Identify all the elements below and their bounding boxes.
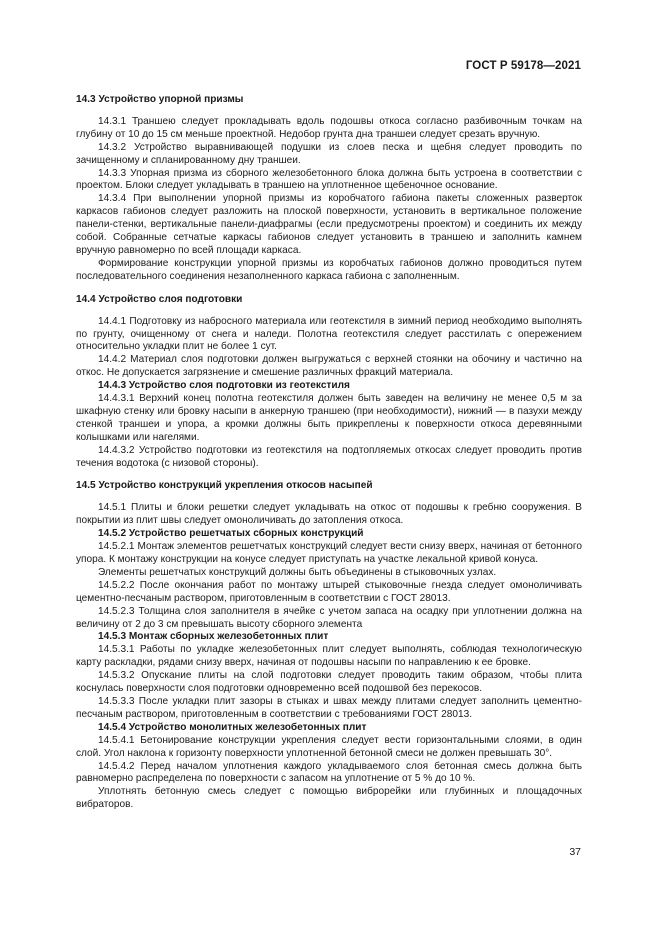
document-body (76, 94, 582, 812)
paragraph-14-5-2-1: 14.5.2.1 Монтаж элементов решетчатых конструкций следует вести снизу вверх, начиная от бетонного упора. К монтажу конструкции на конусе следует приступать на участке лекальной кривой конуса. (76, 541, 582, 565)
paragraph-14-5-3-2: 14.5.3.2 Опускание плиты на слой подготовки следует проводить таким образом, чтобы плита коснулась поверхности слоя подготовки одновременно всей подошвой без перекосов. (76, 670, 582, 695)
paragraph-14-4-1: 14.4.1 Подготовку из набросного материала или геотекстиля в зимний период необходимо выполнять по грунту, очищенному от снега и наледи. Полотна геотекстиля следует расстилать с опережением относительно укладки плит не более 1 сут. (76, 315, 582, 353)
paragraph-14-4-3-2: 14.4.3.2 Устройство подготовки из геотекстиля на подтопляемых откосах следует проводить против течения водотока (с низовой стороны). (76, 444, 582, 469)
paragraph-14-5-3-1: 14.5.3.1 Работы по укладке железобетонных плит следует выполнять, соблюдая технологическую карту раскладки, рядами снизу вверх, начиная от подошвы насыпи по направлению к ее бровке. (76, 644, 582, 669)
paragraph-14-5-4-2: 14.5.4.2 Перед началом уплотнения каждого укладываемого слоя бетонная смесь должна быть равномерно распределена по поверхности с запасом на уплотнение от 5 % до 10 %. (76, 760, 582, 785)
paragraph-14-5-2-1-cont: Элементы решетчатых конструкций должны быть объединены в стыковочных узлах. (98, 566, 497, 578)
paragraph-14-3-2: 14.3.2 Устройство выравнивающей подушки из слоев песка и щебня следует проводить по зачищенному и спланированному дну траншеи. (76, 141, 582, 166)
subsection-title-14-4-3: 14.4.3 Устройство слоя подготовки из геотекстиля (98, 380, 350, 392)
subsection-title-14-5-3: 14.5.3 Монтаж сборных железобетонных плит (98, 631, 329, 643)
paragraph-14-4-3-1: 14.4.3.1 Верхний конец полотна геотекстиля должен быть заведен на величину не менее 0,5 м за шкафную стенку или бровку насыпи в анкерную траншею (при необходимости), нижний — в пазухи между стенкой траншеи и упора, а кромки должны быть прикреплены к поверхности откоса деревянными колышками или нагелями. (76, 393, 582, 443)
paragraph-14-3-1: 14.3.1 Траншею следует прокладывать вдоль подошвы откоса согласно разбивочным точкам на глубину от 10 до 15 см меньше проектной. Недобор грунта дна траншеи следует срезать вручную. (76, 115, 582, 140)
subsection-title-14-5-4: 14.5.4 Устройство монолитных железобетонных плит (98, 721, 367, 733)
page-number: 37 (569, 846, 581, 858)
paragraph-14-5-4-3: Уплотнять бетонную смесь следует с помощью виброрейки или глубинных и площадочных вибраторов. (76, 786, 582, 811)
subsection-title-14-5-2: 14.5.2 Устройство решетчатых сборных конструкций (98, 528, 364, 540)
paragraph-14-5-2-2: 14.5.2.2 После окончания работ по монтажу штырей стыковочные гнезда следует омоноличивать цементно-песчаным раствором, приготовленным в соответствии с ГОСТ 28013. (76, 579, 582, 604)
paragraph-14-5-3-3: 14.5.3.3 После укладки плит зазоры в стыках и швах между плитами следует заполнить цементно-песчаным раствором, приготовленным в соответствии с требованиями ГОСТ 28013. (76, 695, 582, 720)
paragraph-14-5-4-1: 14.5.4.1 Бетонирование конструкции укрепления следует вести горизонтальными слоями, в один слой. Угол наклона к горизонту поверхности уплотненной бетонной смеси не должен превышать 30°. (76, 734, 582, 759)
paragraph-14-3-4-cont: Формирование конструкции упорной призмы из коробчатых габионов должно проводиться путем последовательного соединения незаполненного каркаса габиона с заполненным. (76, 257, 582, 282)
paragraph-14-3-3: 14.3.3 Упорная призма из сборного железобетонного блока должна быть устроена в соответствии с проектом. Блоки следует укладывать в траншею на уплотненное щебеночное основание. (76, 167, 582, 192)
paragraph-14-3-4: 14.3.4 При выполнении упорной призмы из коробчатого габиона пакеты сложенных разверток каркасов габионов следует разложить на плоской поверхности, установить в вертикальное положение панели-стенки, вертикальные панели-диафрагмы (если предусмотрены проектом) и соединить их между собой. Собранные сетчатые каркасы габионов следует установить в траншею и заполнить камнем вручную равномерно по всей площади каркаса. (76, 193, 582, 256)
section-title-14-4: 14.4 Устройство слоя подготовки (76, 293, 243, 305)
paragraph-14-4-2: 14.4.2 Материал слоя подготовки должен выгружаться с верхней стоянки на обочину и частично на откос. Не допускается загрязнение и смешение различных фракций материала. (76, 354, 582, 379)
document-id-header: ГОСТ Р 59178—2021 (465, 60, 581, 72)
section-title-14-3: 14.3 Устройство упорной призмы (76, 94, 244, 105)
paragraph-14-5-1: 14.5.1 Плиты и блоки решетки следует укладывать на откос от подошвы к гребню сооружения. В покрытии из плит швы следует омоноличивать до затопления откоса. (76, 502, 582, 527)
paragraph-14-5-2-3: 14.5.2.3 Толщина слоя заполнителя в ячейке с учетом запаса на осадку при уплотнении должна на величину от 2 до 3 см превышать высоту сборного элемента (76, 605, 582, 630)
section-title-14-5: 14.5 Устройство конструкций укрепления откосов насыпей (76, 480, 373, 492)
